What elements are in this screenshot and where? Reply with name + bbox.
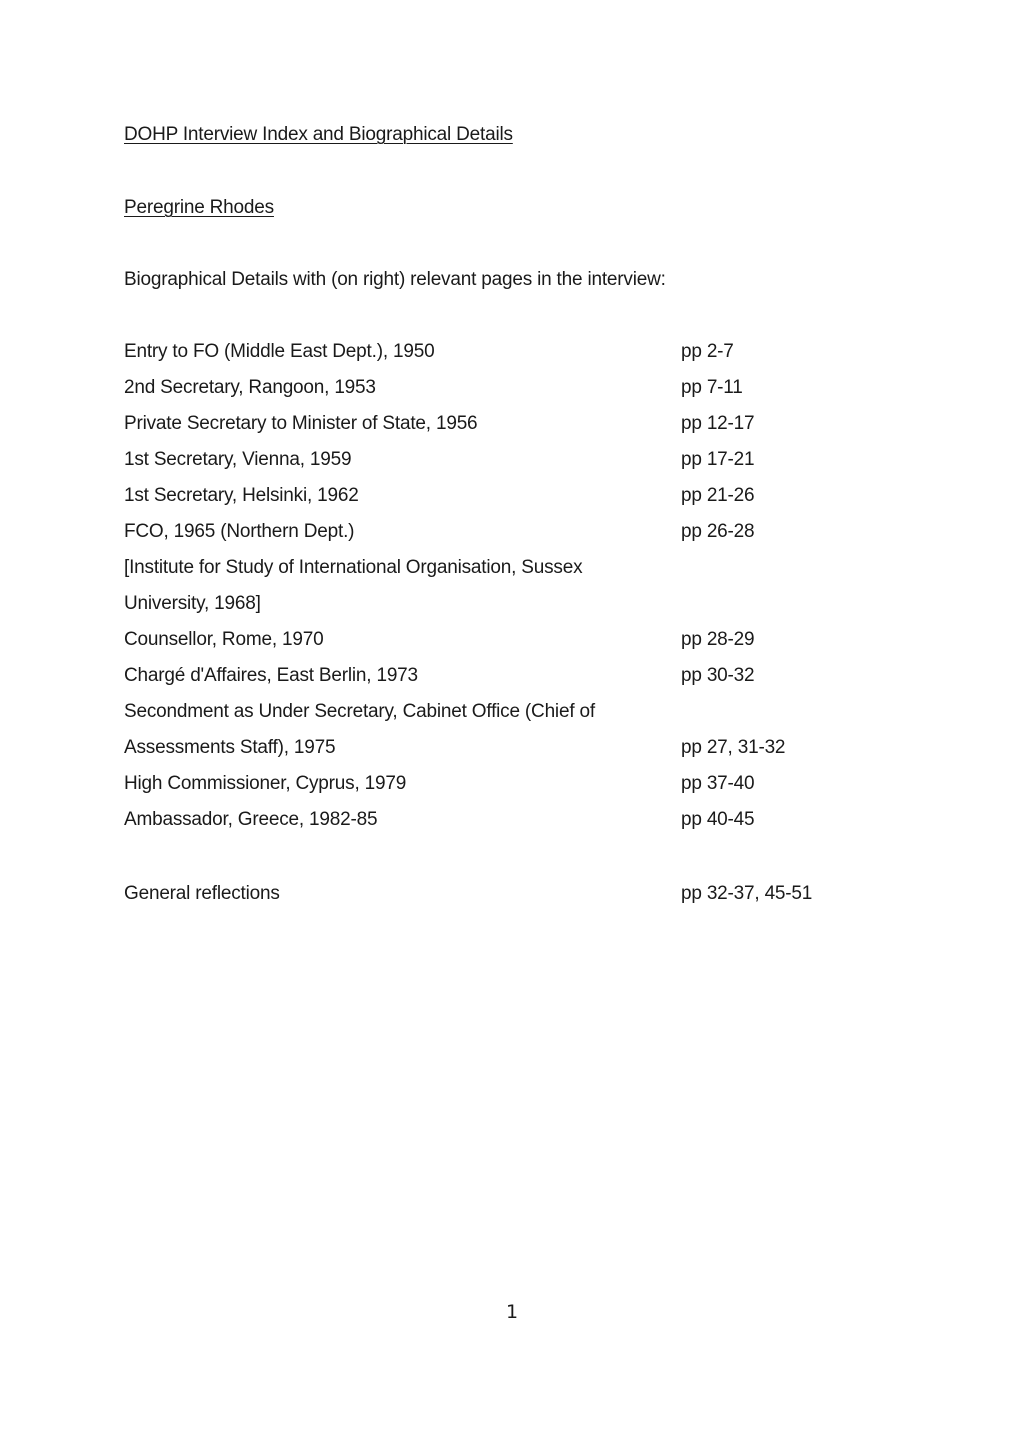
entry-pages: pp 12-17	[681, 413, 755, 434]
document-title: DOHP Interview Index and Biographical Details	[124, 124, 513, 145]
reflections-pages: pp 32-37, 45-51	[681, 883, 813, 904]
entry-pages: pp 40-45	[681, 809, 755, 830]
entry-text: 2nd Secretary, Rangoon, 1953	[124, 377, 376, 398]
entry-row	[124, 592, 904, 628]
entry-pages: pp 17-21	[681, 449, 755, 470]
entry-text: Private Secretary to Minister of State, 1956	[124, 413, 478, 434]
entry-text: Assessments Staff), 1975	[124, 737, 336, 758]
entry-pages: pp 21-26	[681, 485, 755, 506]
entry-row	[124, 700, 904, 736]
entry-pages: pp 27, 31-32	[681, 737, 786, 758]
intro-text: Biographical Details with (on right) relevant pages in the interview:	[124, 269, 666, 290]
entry-text: Secondment as Under Secretary, Cabinet Office (Chief of	[124, 701, 595, 722]
biography-entries	[124, 340, 904, 844]
entry-text: University, 1968]	[124, 593, 261, 614]
entry-text: Counsellor, Rome, 1970	[124, 629, 324, 650]
entry-pages: pp 30-32	[681, 665, 755, 686]
entry-row	[124, 664, 904, 700]
entry-text: Entry to FO (Middle East Dept.), 1950	[124, 341, 435, 362]
entry-row	[124, 628, 904, 664]
entry-text: 1st Secretary, Helsinki, 1962	[124, 485, 359, 506]
entry-row	[124, 520, 904, 556]
reflections-text: General reflections	[124, 883, 280, 904]
entry-row	[124, 556, 904, 592]
entry-row	[124, 412, 904, 448]
entry-pages: pp 37-40	[681, 773, 755, 794]
entry-text: 1st Secretary, Vienna, 1959	[124, 449, 352, 470]
entry-pages: pp 28-29	[681, 629, 755, 650]
entry-pages: pp 7-11	[681, 377, 743, 398]
entry-row	[124, 484, 904, 520]
entry-row	[124, 448, 904, 484]
entry-row	[124, 376, 904, 412]
general-reflections-row	[124, 882, 904, 906]
entry-text: Ambassador, Greece, 1982-85	[124, 809, 378, 830]
entry-pages: pp 2-7	[681, 341, 734, 362]
entry-row	[124, 736, 904, 772]
entry-text: FCO, 1965 (Northern Dept.)	[124, 521, 355, 542]
entry-row	[124, 340, 904, 376]
entry-text: High Commissioner, Cyprus, 1979	[124, 773, 407, 794]
page-number: 1	[505, 1301, 519, 1323]
entry-text: Chargé d'Affaires, East Berlin, 1973	[124, 665, 418, 686]
entry-pages: pp 26-28	[681, 521, 755, 542]
entry-text: [Institute for Study of International Organisation, Sussex	[124, 557, 583, 578]
subject-name: Peregrine Rhodes	[124, 197, 274, 218]
entry-row	[124, 808, 904, 844]
entry-row	[124, 772, 904, 808]
